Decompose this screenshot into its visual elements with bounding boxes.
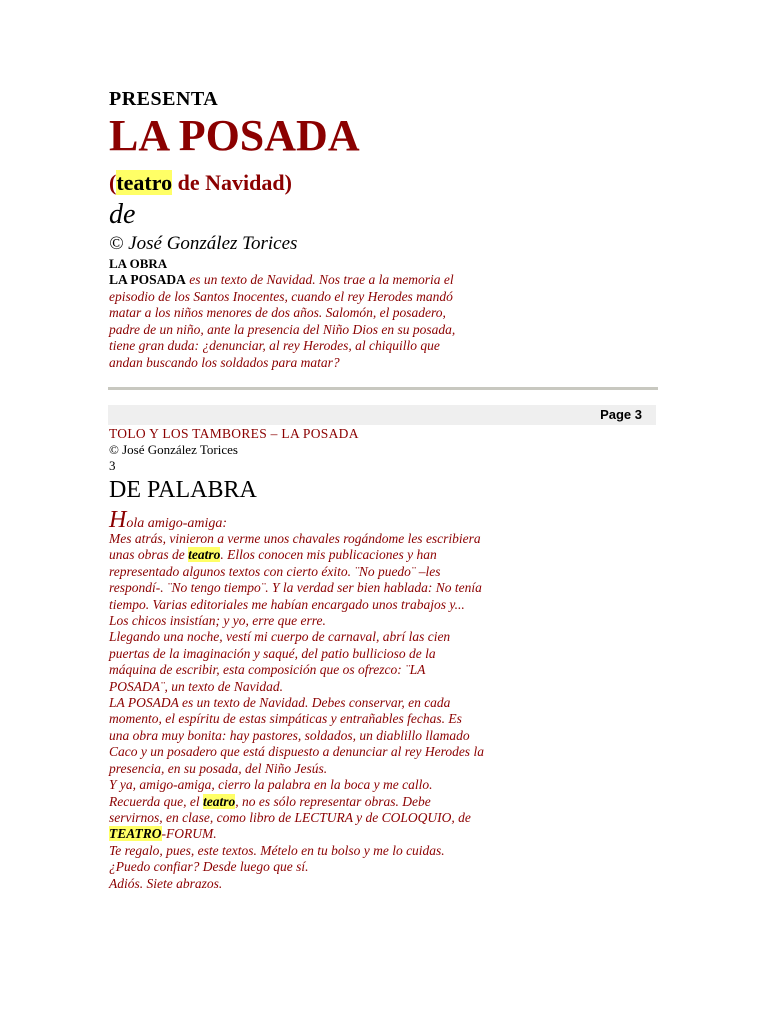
greeting-text: ola amigo-amiga: — [126, 516, 228, 531]
obra-text: es un texto de Navidad. Nos trae a la memoria el episodio de los Santos Inocentes, cuando el rey Herodes mandó matar a los niños menores de dos años. Salomón, el posadero, padre de un niño, ante la presencia del Niño Dios en su posada, tiene gran duda: ¿denunciar, al rey Herodes, al chiquillo que andan buscando los soldados para matar? — [109, 272, 456, 370]
obra-synopsis — [109, 272, 459, 371]
obra-heading: LA OBRA — [109, 256, 168, 271]
subtitle — [109, 170, 292, 196]
text-run: Y ya, amigo-amiga, cierro la palabra en la boca y me callo. Recuerda que, el — [109, 777, 433, 809]
paragraph: Llegando una noche, vestí mi cuerpo de carnaval, abrí las cien puertas de la imaginación y saqué, del patio bullicioso de la máquina de escribir, esta composición que os ofrezco: ¨LA POSADA¨, un texto de Navidad. — [109, 629, 451, 694]
paragraph: Te regalo, pues, este textos. Mételo en tu bolso y me lo cuidas. ¿Puedo confiar? Desde luego que sí. — [109, 842, 445, 875]
presenta-heading: PRESENTA — [109, 88, 219, 110]
author-name: © José González Torices — [109, 233, 298, 254]
subtitle-rest: de Navidad) — [172, 170, 292, 195]
section-title: DE PALABRA — [109, 477, 257, 503]
drop-cap: H — [109, 507, 127, 533]
text-run: Mes atrás, vinieron a verme unos chavales rogándome les escribiera unas obras de — [109, 531, 481, 563]
page-divider — [108, 387, 658, 390]
letter-body — [109, 531, 485, 892]
page-number: 3 — [109, 458, 116, 473]
text-run: -FORUM. — [161, 826, 217, 842]
paragraph: LA POSADA es un texto de Navidad. Debes conservar, en cada momento, el espíritu de estas simpáticas y entrañables fechas. Es una obra muy bonita: hay pastores, soldados, un diablillo llamado Caco y un posadero que está dispuesto a denunciar al rey Herodes la presencia, en su posada, del Niño Jesús. — [109, 695, 484, 776]
greeting — [109, 507, 227, 534]
paragraph: Adiós. Siete abrazos. — [109, 875, 223, 891]
text-run: , no es sólo representar obras. Debe servirnos, en clase, como libro de LECTURA y de COLOQUIO, de — [109, 793, 471, 825]
paragraph — [109, 777, 485, 843]
highlight-keyword: teatro — [202, 793, 236, 809]
document-title: LA POSADA — [109, 111, 360, 160]
byline-de: de — [109, 199, 136, 230]
paragraph — [109, 531, 485, 629]
copyright-line: © José González Torices — [109, 442, 238, 457]
highlight-keyword: teatro — [188, 547, 221, 563]
obra-lead: LA POSADA — [109, 272, 186, 287]
text-run: . Ellos conocen mis publicaciones y han representado algunos textos con cierto éxito. ¨No puedo¨ –les respondí-. ¨No tengo tiempo¨. Y la verdad ser bien hablada: No tenía tiempo. Varias editoriales me habían encargado unos trabajos y... Los chicos insistían; y yo, erre que erre. — [109, 547, 482, 629]
page-bar — [108, 405, 656, 425]
subtitle-keyword: teatro — [116, 170, 173, 195]
subtitle-open: ( — [109, 170, 117, 195]
running-header: TOLO Y LOS TAMBORES – LA POSADA — [109, 426, 359, 441]
highlight-keyword: TEATRO — [109, 826, 162, 842]
page-label: Page 3 — [600, 407, 642, 422]
